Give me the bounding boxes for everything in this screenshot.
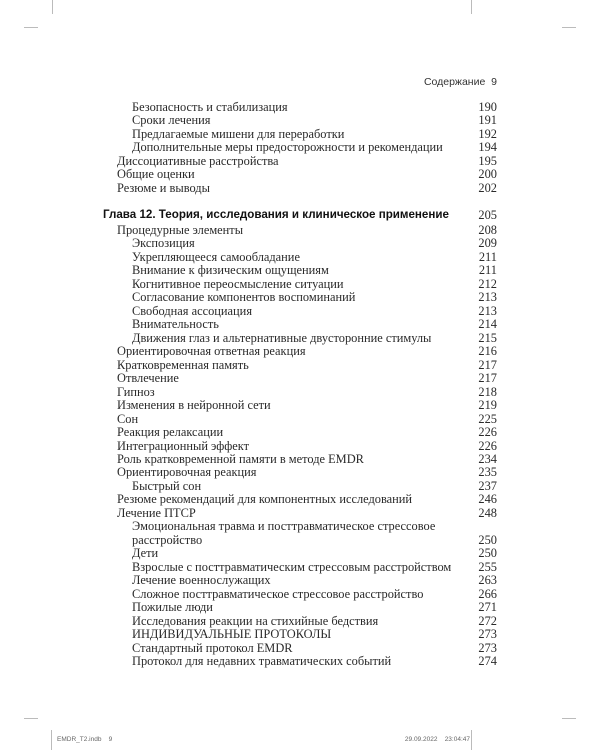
toc-entry-page: 273 [478, 627, 497, 642]
toc-entry [0, 440, 600, 453]
toc-entry-page: 217 [478, 371, 497, 386]
toc-entry-title: Экспозиция [132, 236, 195, 251]
toc-entry-title: Диссоциативные расстройства [117, 153, 279, 168]
toc-entry-title: Ориентировочная реакция [117, 465, 257, 480]
toc-entry [0, 655, 600, 668]
toc-entry-title: Стандартный протокол EMDR [132, 640, 293, 655]
toc-entry [0, 359, 600, 372]
toc-entry-page: 248 [478, 505, 497, 520]
toc-entry-page: 226 [478, 425, 497, 440]
toc-entry-title: Взрослые с посттравматическим стрессовым расстройством [132, 559, 452, 574]
toc-entry [0, 547, 600, 560]
toc-entry-page: 209 [478, 236, 497, 251]
toc-entry-title: Согласование компонентов воспоминаний [132, 290, 356, 305]
toc-list-chapter [0, 224, 600, 668]
toc-entry-page: 250 [478, 532, 497, 547]
toc-entry-title: Лечение ПТСР [117, 505, 196, 520]
toc-entry-page: 202 [478, 180, 497, 195]
toc-entry-title: Внимание к физическим ощущениям [132, 263, 329, 278]
toc-entry-page: 212 [478, 276, 497, 291]
crop-mark [471, 0, 472, 14]
toc-entry-title: Когнитивное переосмысление ситуации [132, 276, 344, 291]
toc-entry [0, 453, 600, 466]
toc-entry-title: Резюме рекомендаций для компонентных исследований [117, 492, 413, 507]
toc-entry-page: 208 [478, 223, 497, 237]
toc-entry [0, 318, 600, 331]
crop-mark [562, 718, 576, 719]
toc-entry-title: Внимательность [132, 317, 219, 332]
toc-entry-title: ИНДИВИДУАЛЬНЫЕ ПРОТОКОЛЫ [132, 627, 332, 642]
toc-entry [0, 264, 600, 277]
toc-entry-page: 190 [478, 100, 497, 114]
toc-entry-title: Эмоциональная травма и посттравматическое стрессовое [132, 519, 436, 534]
toc-entry-page: 225 [478, 411, 497, 426]
toc-entry-page: 192 [478, 126, 497, 141]
toc-entry-page: 234 [478, 451, 497, 466]
toc-entry [0, 426, 600, 439]
toc-entry-page: 255 [478, 559, 497, 574]
footer-sheet: 9 [108, 736, 113, 743]
toc-entry [0, 561, 600, 574]
toc-entry-title: Протокол для недавних травматических событий [132, 654, 392, 668]
crop-mark [562, 27, 576, 28]
toc-entry-page: 213 [478, 303, 497, 318]
crop-mark [24, 27, 38, 28]
toc-entry-title: Общие оценки [117, 167, 195, 182]
toc-entry-page: 226 [478, 438, 497, 453]
toc-entry [0, 141, 600, 154]
toc-entry [0, 155, 600, 168]
toc-entry-page: 200 [478, 167, 497, 182]
toc-entry-page: 213 [478, 290, 497, 305]
toc-entry-page: 219 [478, 398, 497, 413]
toc-entry [0, 345, 600, 358]
toc-entry-title: Быстрый сон [132, 478, 202, 493]
toc-entry-title: Безопасность и стабилизация [132, 100, 288, 114]
toc-entry [0, 493, 600, 506]
page-number: 9 [491, 76, 497, 88]
toc-entry [0, 399, 600, 412]
crop-mark [24, 718, 38, 719]
toc-entry [0, 642, 600, 655]
toc-entry-page: 263 [478, 573, 497, 588]
toc-entry-title: Сложное посттравматическое стрессовое расстройство [132, 586, 424, 601]
toc-entry [0, 291, 600, 304]
toc-entry [0, 278, 600, 291]
toc-entry-page: 246 [478, 492, 497, 507]
toc-entry-page: 195 [478, 153, 497, 168]
crop-mark [51, 730, 52, 750]
toc-entry-page: 217 [478, 357, 497, 372]
toc-entry [0, 628, 600, 641]
toc-chapter-heading [0, 207, 600, 223]
toc-entry [0, 480, 600, 493]
toc-entry-title: Отвлечение [117, 371, 179, 386]
toc-entry-title: Изменения в нейронной сети [117, 398, 271, 413]
toc-entry [0, 534, 600, 547]
running-header [424, 76, 497, 88]
crop-mark [471, 730, 472, 750]
toc-entry [0, 466, 600, 479]
toc-entry [0, 128, 600, 141]
toc-entry-page: 211 [478, 249, 497, 264]
toc-entry [0, 507, 600, 520]
toc-entry-title: Кратковременная память [117, 357, 249, 372]
toc-entry [0, 237, 600, 250]
toc-entry-page: 271 [478, 600, 497, 615]
toc-entry [0, 386, 600, 399]
toc-entry-page: 250 [478, 546, 497, 561]
toc-entry [0, 332, 600, 345]
toc-entry-title: Дети [132, 546, 159, 561]
toc-entry-title: Свободная ассоциация [132, 303, 253, 318]
toc-entry-title: Резюме и выводы [117, 180, 210, 195]
toc-entry [0, 588, 600, 601]
toc-entry-page: 274 [478, 654, 497, 668]
toc-entry-page: 211 [478, 263, 497, 278]
toc-entry [0, 574, 600, 587]
crop-mark [52, 0, 53, 14]
toc-entry-title: расстройство [132, 532, 203, 547]
toc-entry-title: Дополнительные меры предосторожности и рекомендации [132, 140, 443, 155]
toc-entry [0, 101, 600, 114]
toc-entry [0, 615, 600, 628]
toc-entry-title: Предлагаемые мишени для переработки [132, 126, 345, 141]
footer-file [57, 736, 112, 743]
toc-entry-title: Гипноз [117, 384, 155, 399]
toc-entry-page: 216 [478, 344, 497, 359]
toc-entry [0, 224, 600, 237]
toc-entry-page: 235 [478, 465, 497, 480]
toc-entry-page: 237 [478, 478, 497, 493]
toc-entry [0, 114, 600, 127]
toc-entry-page: 214 [478, 317, 497, 332]
toc-entry [0, 413, 600, 426]
toc-entry-title: Пожилые люди [132, 600, 213, 615]
running-title: Содержание [423, 76, 486, 88]
toc-entry-page: 272 [478, 613, 497, 628]
toc-entry-title: Ориентировочная ответная реакция [117, 344, 306, 359]
toc-entry [0, 251, 600, 264]
chapter-page: 205 [478, 208, 497, 222]
toc-entry-title: Сон [117, 411, 139, 426]
toc-entry-title: Процедурные элементы [117, 223, 244, 237]
toc-entry [0, 372, 600, 385]
toc-entry-title: Интеграционный эффект [117, 438, 250, 453]
toc-entry-page: 273 [478, 640, 497, 655]
toc-entry-title: Укрепляющееся самообладание [132, 249, 300, 264]
footer-date: 29.09.2022 [404, 736, 438, 743]
toc-entry-title: Сроки лечения [132, 113, 211, 128]
toc-entry-page: 218 [478, 384, 497, 399]
toc-entry [0, 168, 600, 181]
toc-entry-page: 266 [478, 586, 497, 601]
toc-list-top [0, 101, 600, 195]
toc-entry [0, 601, 600, 614]
toc-entry-title: Исследования реакции на стихийные бедствия [132, 613, 379, 628]
footer-time: 23:04:47 [444, 736, 470, 743]
footer-timestamp [405, 736, 470, 743]
toc-entry-title: Лечение военнослужащих [132, 573, 271, 588]
footer-filename: EMDR_T2.indb [57, 736, 102, 743]
chapter-title: Глава 12. Теория, исследования и клиническое применение [103, 208, 449, 221]
toc-entry-title: Роль кратковременной памяти в методе EMDR [117, 451, 364, 466]
toc-entry [0, 182, 600, 195]
toc-entry-page: 215 [478, 330, 497, 345]
toc-entry-page: 191 [478, 113, 497, 128]
toc-entry-page: 194 [478, 140, 497, 155]
toc-entry-title: Реакция релаксации [117, 425, 224, 440]
toc-entry [0, 520, 600, 533]
toc-entry-title: Движения глаз и альтернативные двусторонние стимулы [132, 330, 432, 345]
toc-entry [0, 305, 600, 318]
